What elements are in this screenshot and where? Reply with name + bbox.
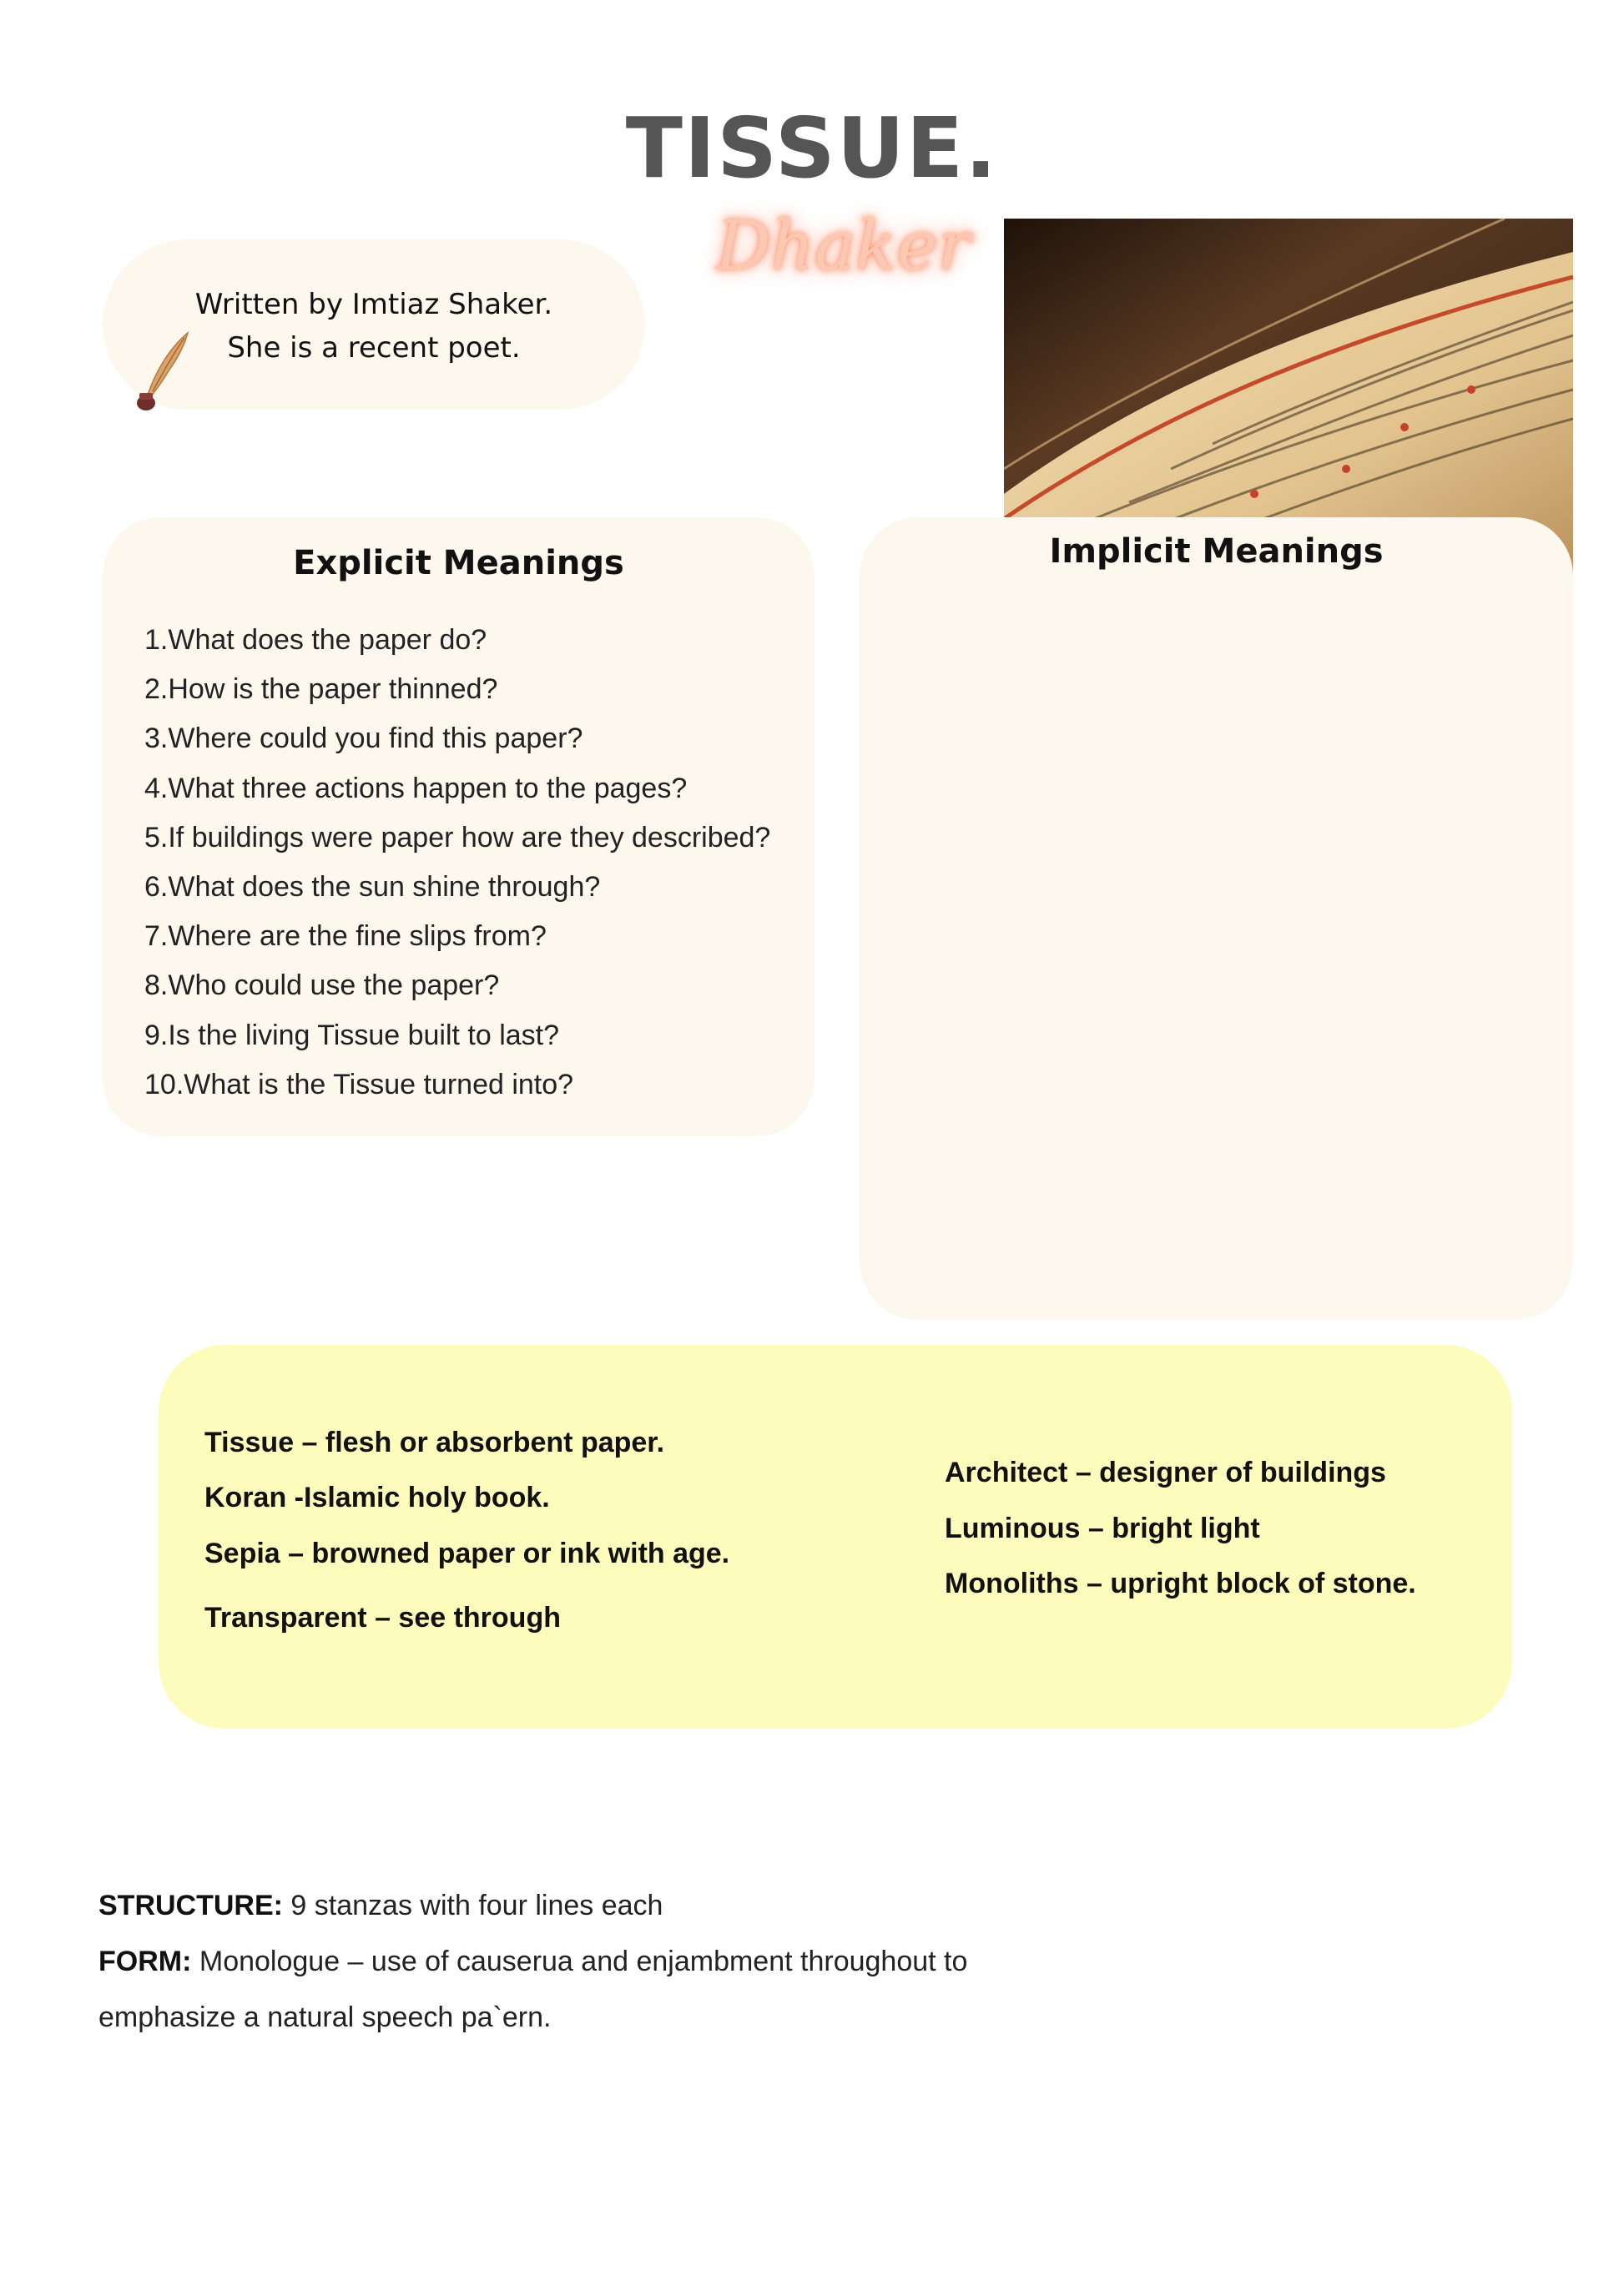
author-description: She is a recent poet. [227, 331, 521, 365]
question-item: 10.What is the Tissue turned into? [144, 1068, 574, 1100]
question-item: 3.Where could you find this paper? [144, 723, 583, 755]
glossary-term: Monoliths – upright block of stone. [945, 1568, 1416, 1599]
quill-inkpot-icon [129, 330, 196, 413]
explicit-question-list [144, 616, 770, 1110]
structure-note [98, 1890, 663, 1922]
explicit-meanings-panel [103, 517, 815, 1136]
page-title: TISSUE. [625, 99, 999, 197]
form-note [98, 1946, 967, 1978]
question-item: 1.What does the paper do? [144, 624, 487, 656]
glossary-term: Luminous – bright light [945, 1513, 1260, 1544]
structure-label: STRUCTURE: [98, 1890, 283, 1921]
form-label: FORM: [98, 1946, 192, 1977]
author-script-signature: Dhaker [715, 207, 971, 286]
explicit-meanings-title: Explicit Meanings [293, 544, 624, 582]
question-item: 8.Who could use the paper? [144, 969, 500, 1002]
question-item: 5.If buildings were paper how are they described? [144, 821, 771, 853]
structure-text: 9 stanzas with four lines each [282, 1890, 663, 1921]
question-item: 7.Where are the fine slips from? [144, 920, 547, 953]
glossary-term: Koran -Islamic holy book. [204, 1482, 550, 1513]
glossary-term: Transparent – see through [204, 1602, 561, 1634]
author-line: Written by Imtiaz Shaker. [194, 288, 553, 321]
vocabulary-glossary-box [159, 1345, 1512, 1729]
form-note-continued: emphasize a natural speech pa`ern. [98, 2001, 552, 2033]
glossary-term: Architect – designer of buildings [945, 1457, 1386, 1488]
question-item: 4.What three actions happen to the pages? [144, 772, 688, 804]
implicit-meanings-title: Implicit Meanings [1049, 532, 1384, 571]
question-item: 6.What does the sun shine through? [144, 870, 601, 903]
question-item: 2.How is the paper thinned? [144, 673, 498, 706]
question-item: 9.Is the living Tissue built to last? [144, 1019, 560, 1051]
form-text: Monologue – use of causerua and enjambment throughout to [191, 1946, 968, 1977]
glossary-term: Tissue – flesh or absorbent paper. [204, 1427, 665, 1458]
glossary-term: Sepia – browned paper or ink with age. [204, 1538, 730, 1569]
implicit-meanings-panel [860, 517, 1573, 1320]
